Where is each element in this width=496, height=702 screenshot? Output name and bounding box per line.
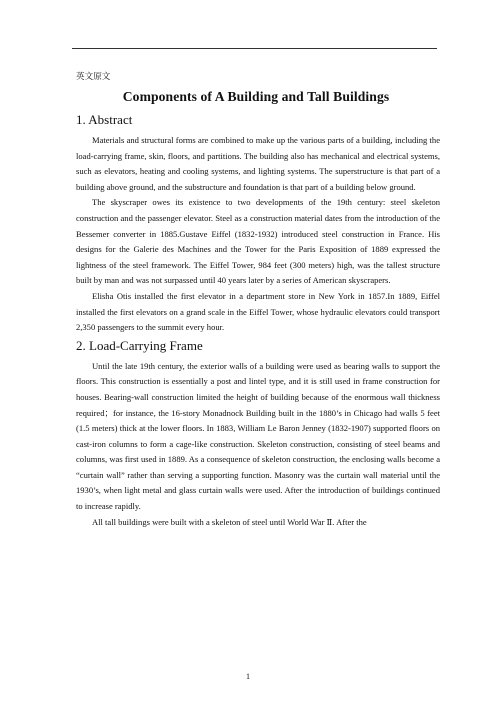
section-heading-abstract: 1. Abstract bbox=[76, 112, 133, 127]
language-label: 英文原文 bbox=[76, 72, 111, 82]
section-heading-load-carrying-frame: 2. Load-Carrying Frame bbox=[76, 337, 203, 353]
paragraph: The skyscraper owes its existence to two developments of the 19th century: steel skeleton construction and the passenger elevator. Steel as a construction material dates from the introduction of the Bessemer converter in 1885.Gustave Eiffel (1832-1932) introduced steel construction in France. His designs for the Galerie des Machines and the Tower for the Paris Exposition of 1889 expressed the lightness of the steel framework. The Eiffel Tower, 984 feet (300 meters) high, was the tallest structure built by man and was not surpassed until 40 years later by a series of American skyscrapers. bbox=[76, 197, 440, 286]
paragraph: Elisha Otis installed the first elevator in a department store in New York in 1857.In 1889, Eiffel installed the first elevators on a grand scale in the Eiffel Tower, whose hydraulic elevators could transport 2,350 passengers to the summit every hour. bbox=[76, 290, 440, 333]
page-number: 1 bbox=[246, 672, 250, 681]
document-title: Components of A Building and Tall Buildings bbox=[122, 89, 390, 104]
paragraph: All tall buildings were built with a skeleton of steel until World War Ⅱ. After the bbox=[92, 516, 367, 527]
paragraph: Materials and structural forms are combined to make up the various parts of a building, including the load-carrying frame, skin, floors, and partitions. The building also has mechanical and electrical systems, such as elevators, heating and cooling systems, and lighting systems. The superstructure is that part of a building above ground, and the substructure and foundation is that part of a building below ground. bbox=[76, 135, 440, 192]
paragraph: Until the late 19th century, the exterior walls of a building were used as bearing walls to support the floors. This construction is essentially a post and lintel type, and it is still used in frame construction for houses. Bearing-wall construction limited the height of building because of the enormous wall thickness required；for instance, the 16-story Monadnock Building built in the 1880’s in Chicago had walls 5 feet (1.5 meters) thick at the lower floors. In 1883, William Le Baron Jenney (1832-1907) supported floors on cast-iron columns to form a cage-like construction. Skeleton construction, consisting of steel beams and columns, was first used in 1889. As a consequence of skeleton construction, the enclosing walls become a “curtain wall” rather than serving a supporting function. Masonry was the curtain wall material until the 1930’s, when light metal and glass curtain walls were used. After the introduction of buildings continued to increase rapidly. bbox=[76, 360, 440, 512]
header-rule bbox=[72, 48, 437, 49]
document-body bbox=[76, 71, 440, 530]
